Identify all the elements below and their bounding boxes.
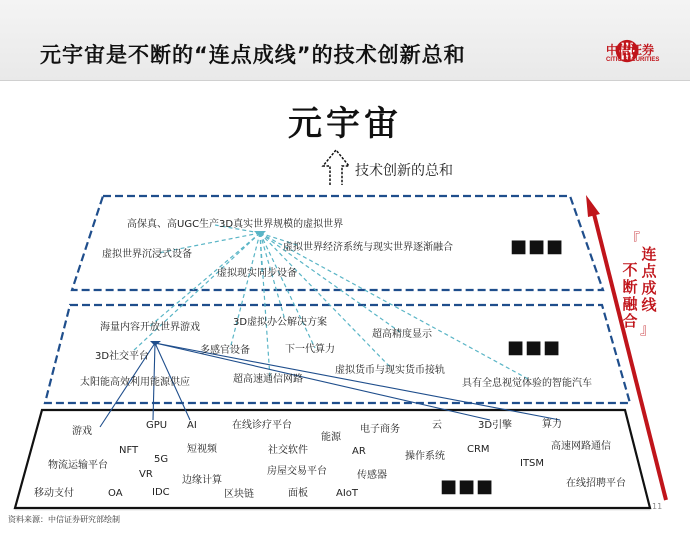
- bottom-item: 云: [432, 420, 442, 431]
- page-number: 11: [652, 502, 663, 511]
- bottom-item: CRM: [467, 444, 490, 455]
- diagram-main-title: 元宇宙: [288, 104, 402, 144]
- bottom-item: 算力: [542, 419, 562, 430]
- middle-item: 太阳能高效利用能源供应: [80, 377, 190, 388]
- bottom-item: 游戏: [72, 426, 92, 437]
- bottom-item: VR: [139, 469, 153, 480]
- bottom-item: AR: [352, 446, 366, 457]
- side-label-open: 『: [625, 230, 641, 248]
- bottom-item: 短视频: [187, 444, 217, 455]
- top-item: 高保真、高UGC生产3D真实世界规模的虚拟世界: [127, 219, 344, 230]
- logo-text: 中信证券: [606, 43, 655, 57]
- top-item: 虚拟现实同步设备: [217, 268, 297, 279]
- bottom-ellipsis: ■■■: [440, 476, 495, 497]
- bottom-item: NFT: [119, 445, 139, 456]
- middle-item: 超高精度显示: [372, 329, 432, 340]
- middle-item: 3D虚拟办公解决方案: [233, 317, 328, 328]
- side-label-col1: 连点成线: [641, 245, 657, 314]
- bottom-item: AIoT: [336, 488, 359, 499]
- bottom-item: 5G: [154, 454, 169, 465]
- top-item: 虚拟世界沉浸式设备: [102, 249, 192, 260]
- bottom-item: 面板: [288, 488, 308, 499]
- middle-ellipsis: ■■■: [507, 337, 562, 358]
- bottom-item: 3D引擎: [478, 420, 513, 431]
- red-arrow-head-icon: [586, 195, 600, 217]
- bottom-item: 移动支付: [34, 488, 74, 499]
- bottom-item: 房屋交易平台: [267, 466, 327, 477]
- side-label-close: 』: [640, 320, 656, 338]
- bottom-item: 边缘计算: [182, 475, 222, 486]
- middle-item: 具有全息视觉体验的智能汽车: [462, 378, 592, 389]
- sum-label: 技术创新的总和: [355, 163, 453, 179]
- side-label-col2: 不断融合: [622, 261, 638, 330]
- bottom-item: ITSM: [520, 458, 545, 469]
- logo-subtext: CITIC SECURITIES: [606, 57, 660, 63]
- top-ellipsis: ■■■: [510, 236, 565, 257]
- bottom-item: 能源: [321, 432, 341, 443]
- up-arrow-icon: [323, 150, 349, 185]
- middle-item: 3D社交平台: [95, 351, 150, 362]
- bottom-item: IDC: [152, 487, 170, 498]
- bottom-item: 在线诊疗平台: [232, 420, 292, 431]
- middle-item: 虚拟货币与现实货币接轨: [335, 365, 445, 376]
- bottom-item: OA: [108, 488, 123, 499]
- top-item: 虚拟世界经济系统与现实世界逐渐融合: [283, 242, 453, 253]
- middle-item: 超高速通信网路: [233, 374, 303, 385]
- bottom-item: 电子商务: [360, 424, 400, 435]
- page-title: 元宇宙是不断的“连点成线”的技术创新总和: [40, 43, 466, 67]
- bottom-item: 区块链: [224, 489, 254, 500]
- bottom-item: AI: [187, 420, 197, 431]
- top-node: [254, 231, 266, 237]
- middle-item: 下一代算力: [285, 344, 335, 355]
- middle-item: 海量内容开放世界游戏: [100, 322, 200, 333]
- bottom-item: 物流运输平台: [48, 460, 108, 471]
- bottom-item: 操作系统: [405, 451, 445, 462]
- source-note: 资料来源：中信证券研究部绘制: [8, 515, 120, 524]
- bottom-item: 在线招聘平台: [566, 478, 626, 489]
- middle-item: 多感官设备: [200, 345, 250, 356]
- bottom-item: GPU: [146, 420, 168, 431]
- bottom-item: 社交软件: [268, 445, 308, 456]
- bottom-item: 传感器: [357, 470, 387, 481]
- bottom-item: 高速网路通信: [551, 441, 611, 452]
